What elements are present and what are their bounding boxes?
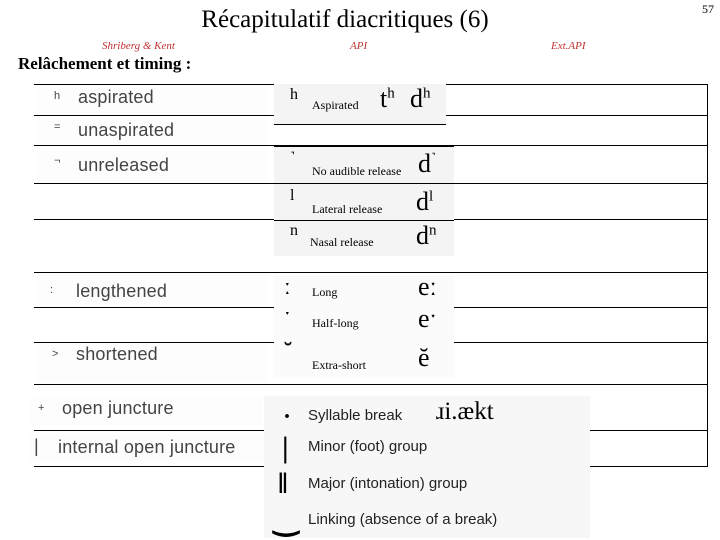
column-header-ext-api: Ext.API: [551, 40, 586, 52]
api-label: No audible release: [312, 164, 402, 178]
api-label: Nasal release: [310, 235, 374, 249]
api-symbol: h: [290, 86, 298, 103]
api-symbol: ː: [284, 274, 291, 300]
api-row-long: [274, 272, 454, 302]
api-symbol: |: [282, 431, 289, 464]
sk-row-lengthened: [36, 274, 268, 306]
table-border-right: [707, 84, 708, 466]
api-label: Extra-short: [312, 358, 366, 372]
api-label: Half-long: [312, 316, 359, 330]
sk-row-aspirated: [36, 86, 268, 114]
api-row-minor-group: [264, 432, 590, 466]
api-symbol: ‖: [278, 467, 288, 500]
api-row-syllable-break: [264, 396, 590, 430]
api-symbol: ˘: [284, 339, 292, 365]
api-symbol: n: [290, 222, 298, 239]
api-example: $d^h$: [410, 84, 431, 113]
api-row-nasal-release: [274, 221, 454, 256]
sk-row-unreleased: [36, 147, 268, 182]
api-example: d˺: [418, 149, 436, 178]
sk-symbol: =: [54, 121, 61, 133]
api-row-extra-short: [274, 339, 454, 378]
sk-row-open-juncture: [30, 396, 262, 426]
api-example: $d^l$: [416, 187, 434, 216]
sk-symbol: h: [54, 90, 61, 102]
api-example: ĕ: [418, 343, 430, 372]
page-number: 57: [702, 2, 714, 16]
sk-label: aspirated: [78, 87, 154, 107]
sk-row-unaspirated: [36, 117, 268, 144]
api-example: $t^h$: [380, 84, 395, 113]
api-release-group: [274, 146, 454, 256]
sk-symbol: >: [52, 348, 59, 360]
api-label: Syllable break: [308, 407, 403, 424]
api-row-major-group: [264, 468, 590, 502]
api-row-lateral-release: [274, 184, 454, 221]
api-label: Minor (foot) group: [308, 438, 428, 455]
api-row-no-audible-release: [274, 146, 454, 184]
sk-label: internal open juncture: [58, 437, 236, 457]
api-row-aspirated: [274, 84, 446, 125]
api-example: $d^n$: [416, 221, 437, 250]
api-label: Major (intonation) group: [308, 475, 468, 492]
section-heading: Relâchement et timing :: [18, 54, 192, 73]
sk-row-internal-open-juncture: [30, 434, 264, 462]
table-rule: [34, 384, 708, 385]
api-row-half-long: [274, 303, 454, 333]
sk-label: shortened: [76, 344, 158, 364]
api-row-linking: [264, 504, 590, 538]
sk-symbol: :: [50, 284, 54, 296]
sk-symbol: ¬: [54, 155, 61, 167]
api-label: Long: [312, 285, 338, 299]
api-label: Linking (absence of a break): [308, 511, 498, 528]
sk-symbol: |: [34, 436, 39, 456]
api-example: eˑ: [418, 304, 437, 333]
sk-row-shortened: [36, 344, 268, 382]
api-example: ɹi.ækt: [436, 398, 494, 425]
sk-label: open juncture: [62, 398, 174, 418]
page-title: Récapitulatif diacritiques (6): [201, 6, 489, 33]
column-header-api: API: [350, 40, 368, 52]
column-header-shriberg-kent: Shriberg & Kent: [102, 40, 175, 52]
sk-label: unreleased: [78, 155, 170, 175]
api-label: Lateral release: [312, 202, 383, 216]
api-symbol: l: [290, 187, 295, 204]
api-length-group: [274, 272, 454, 378]
api-symbol: .: [284, 398, 290, 424]
sk-label: unaspirated: [78, 120, 175, 140]
sk-symbol: +: [38, 402, 45, 414]
api-label: Aspirated: [312, 98, 359, 112]
api-suprasegmental-group: [264, 396, 590, 538]
api-symbol: ˑ: [284, 303, 291, 329]
api-symbol: ˺: [290, 149, 296, 166]
table-rule: [34, 272, 708, 273]
sk-label: lengthened: [76, 281, 168, 301]
api-example: eː: [418, 272, 437, 301]
api-symbol: ‿: [274, 503, 299, 536]
